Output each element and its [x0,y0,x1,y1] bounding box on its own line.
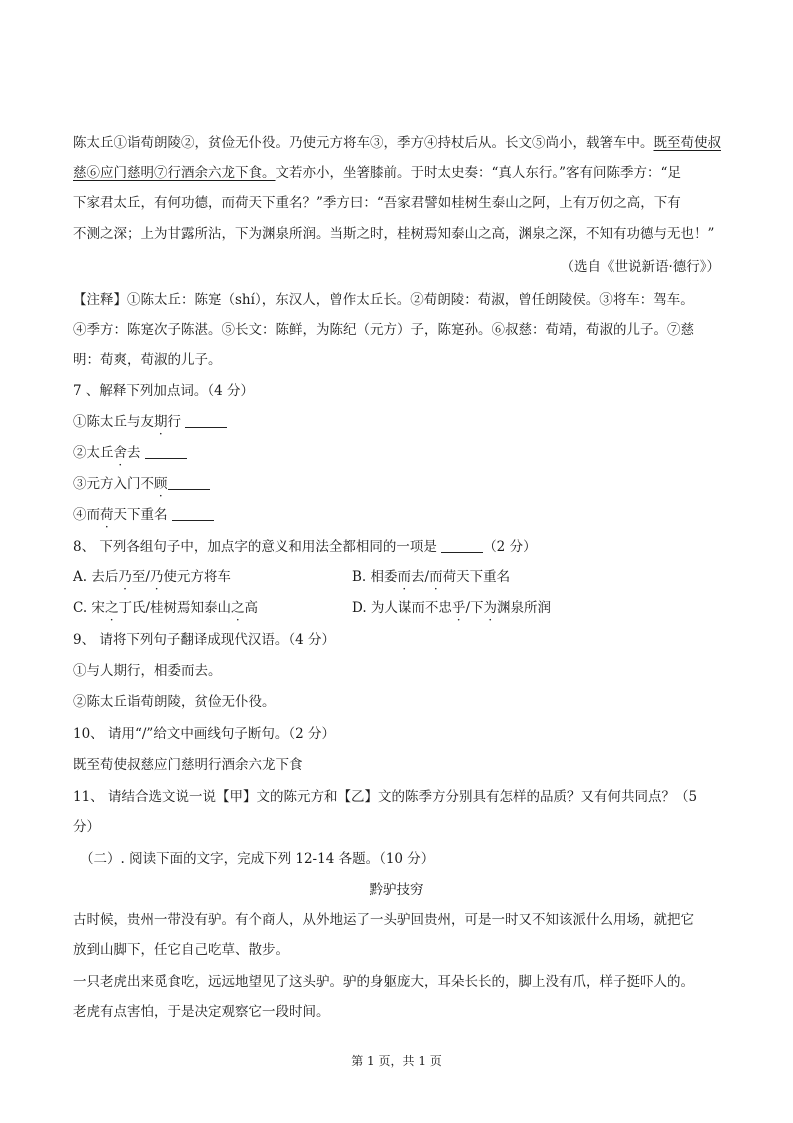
q8-stem [73,537,537,557]
q9-item-1: ①与人期行，相委而去。 [73,663,222,679]
answer-blank[interactable] [145,444,187,459]
answer-blank[interactable] [441,538,483,553]
option-text: /下 [465,600,484,616]
story-p1-line-1: 古时候，贵州一带没有驴。有个商人，从外地运了一头驴回贵州，可是一时又不知该派什么用场，就把它 [73,912,694,928]
q7-item-2 [73,443,187,463]
dotted-char: 乃 [118,569,132,585]
passage-text: 陈太丘①诣荀朗陵②，贫俭无仆役。乃使元方将车③，季方④持杖后从。长文⑤尚小，载箸车中。 [73,135,654,151]
notes-line-2: ④季方：陈寔次子陈湛。⑤长文：陈鲜，为陈纪（元方）子，陈寔孙。⑥叔慈：荀靖，荀淑的儿子。⑦慈 [73,322,694,338]
option-text: 渊泉所润 [497,600,551,616]
q7-item-4 [73,505,214,525]
q8-text: 8、 下列各组句子中，加点字的意义和用法全都相同的一项是 [73,539,437,555]
story-p2-line-2: 老虎有点害怕，于是决定观察它一段时间。 [73,1004,330,1020]
q8-score: （2 分） [483,539,537,555]
dotted-char: 乎 [451,600,466,616]
q11-line-2: 分） [73,819,100,835]
story-p1-line-2: 放到山脚下，任它自己吃草、散步。 [73,942,289,958]
option-text: 丁氏/桂树焉知泰山 [118,600,231,616]
option-text: D. 为人谋而不忠 [352,600,452,616]
notes-line-1: 【注释】①陈太丘：陈寔（shí），东汉人，曾作太丘长。②荀朗陵：荀淑，曾任朗陵侯。③将车：驾车。 [73,292,694,308]
story-p2-line-1: 一只老虎出来觅食吃，远远地望见了这头驴。驴的身躯庞大，耳朵长长的，脚上没有爪，样子挺吓人的。 [73,974,694,990]
q7-text: ④而 [73,507,100,523]
q8-option-a [73,567,231,587]
option-text: C. 宋 [73,600,105,616]
passage-line-4: 不测之深；上为甘露所沾，下为渊泉所润。当斯之时，桂树焉知泰山之高，渊泉之深，不知有功德与无也！” [73,226,715,242]
answer-blank[interactable] [168,475,210,490]
option-text: 荷天下重名 [442,569,511,585]
q8-option-b [352,567,510,587]
option-text: 去/ [411,569,430,585]
dotted-char: 之 [104,600,119,616]
section2-heading: （二）. 阅读下面的文字，完成下列 12-14 各题。（10 分） [80,851,435,867]
option-text: 至/ [131,569,150,585]
q7-text: 天下重名 [113,507,168,523]
q10-stem: 10、 请用“/”给文中画线句子断句。（2 分） [73,726,335,742]
q10-text: 既至荀使叔慈应门慈明行酒余六龙下食 [73,757,303,773]
q7-stem: 7 、解释下列加点词。（4 分） [73,383,255,399]
answer-blank[interactable] [185,413,227,428]
q7-text: ②太丘 [73,445,114,461]
q7-text: ①陈太丘与友 [73,414,154,430]
passage-line-1 [73,133,721,153]
q7-item-3 [73,474,210,494]
q9-item-2: ②陈太丘诣荀朗陵，贫俭无仆役。 [73,694,276,710]
option-text: B. 相委 [352,569,398,585]
dotted-char: 荷 [100,507,114,523]
dotted-char: 之 [231,600,245,616]
q7-item-1 [73,412,227,432]
dotted-char: 而 [397,569,412,585]
dotted-char: 而 [429,569,443,585]
notes-line-3: 明：荀爽，荀淑的儿子。 [73,352,222,368]
answer-blank[interactable] [172,506,214,521]
q7-text: ③元方入门不 [73,476,154,492]
q8-option-c [73,598,258,618]
underlined-sentence: 既至荀使叔 [653,135,721,151]
q7-text: 行 [167,414,181,430]
dotted-char: 乃 [149,569,164,585]
dotted-char: 为 [483,600,497,616]
q11-line-1: 11、 请结合选文说一说【甲】文的陈元方和【乙】文的陈季方分别具有怎样的品质？又有何共同点？（5 [73,789,698,805]
q9-stem: 9、 请将下列句子翻译成现代汉语。（4 分） [73,632,336,648]
dotted-char: 顾 [154,476,168,492]
passage-source: （选自《世说新语·德行》） [560,259,720,275]
passage-line-2 [73,163,681,183]
q7-text: 去 [127,445,141,461]
passage-line-3: 下家君太丘，有何功德，而荷天下重名？”季方曰：“吾家君譬如桂树生泰山之阿，上有万仞之高，下有 [73,195,681,211]
q8-option-d [352,598,551,618]
dotted-char: 舍 [113,445,127,461]
passage-text: 文若亦小，坐箸膝前。于时太史奏：“真人东行。”客有问陈季方：“足 [275,165,681,181]
story-title: 黔驴技穷 [369,882,424,898]
option-text: A. 去后 [73,569,119,585]
page-footer: 第 1 页，共 1 页 [351,1054,442,1068]
option-text: 高 [244,600,258,616]
option-text: 使元方将车 [163,569,231,585]
dotted-char: 期 [154,414,168,430]
underlined-sentence: 慈⑥应门慈明⑦行酒余六龙下食。 [73,165,276,181]
